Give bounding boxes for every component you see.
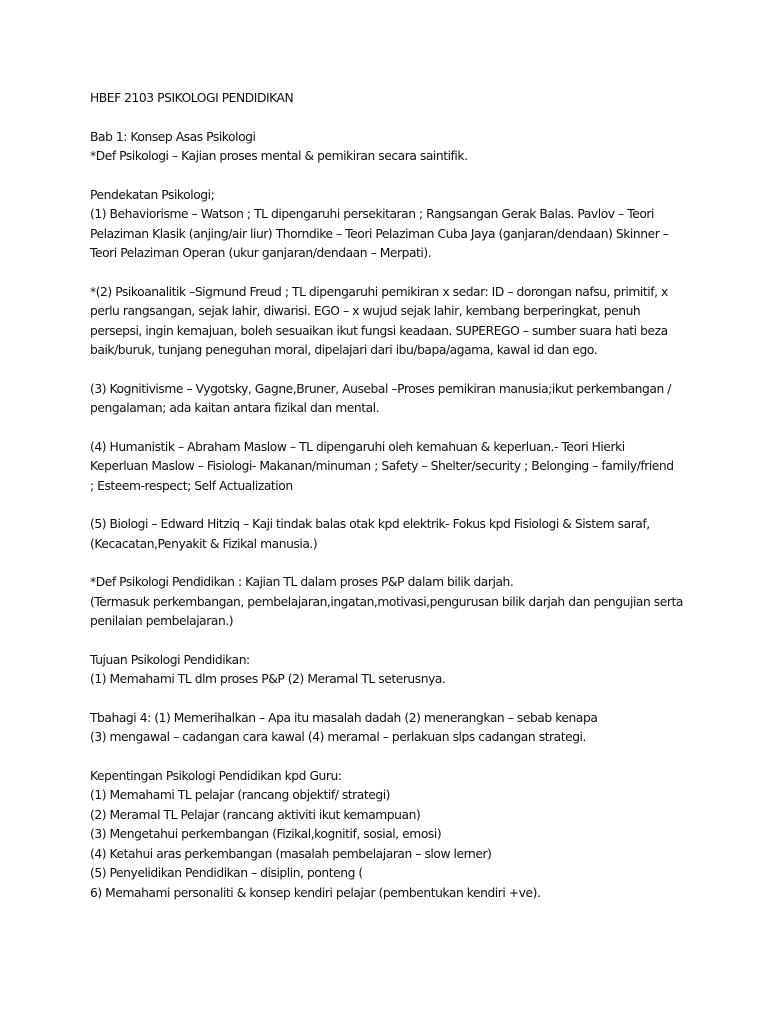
paragraph-gap <box>90 109 750 128</box>
text-line: (2) Meramal TL Pelajar (rancang aktiviti ikut kemampuan) <box>90 807 421 822</box>
paragraph <box>90 573 750 632</box>
text-line: (Termasuk perkembangan, pembelajaran,ingatan,motivasi,pengurusan bilik darjah dan pengujian serta <box>90 594 683 609</box>
text-line: Tujuan Psikologi Pendidikan: <box>90 652 250 667</box>
paragraph <box>90 709 750 748</box>
text-line: (3) Mengetahui perkembangan (Fizikal,kognitif, sosial, emosi) <box>90 827 442 841</box>
text-line: (5) Biologi – Edward Hitziq – Kaji tindak balas otak kpd elektrik- Fokus kpd Fisiologi & Sistem saraf, <box>90 517 650 531</box>
paragraph-gap <box>90 167 750 186</box>
text-line: pengalaman; ada kaitan antara fizikal dan mental. <box>90 401 380 415</box>
paragraph-gap <box>90 264 750 283</box>
text-line: 6) Memahami personaliti & konsep kendiri pelajar (pembentukan kendiri +ve). <box>90 885 541 900</box>
text-line: Pelaziman Klasik (anjing/air liur) Thorndike – Teori Pelaziman Cuba Jaya (ganjaran/dendaan) Skinner – <box>90 226 669 241</box>
text-line: (4) Humanistik – Abraham Maslow – TL dipengaruhi oleh kemahuan & keperluan.- Teori Hierki <box>90 439 625 454</box>
text-line: (3) mengawal – cadangan cara kawal (4) meramal – perlakuan slps cadangan strategi. <box>90 730 586 744</box>
paragraph <box>90 438 750 497</box>
text-line: ; Esteem-respect; Self Actualization <box>90 478 293 493</box>
text-line: Teori Pelaziman Operan (ukur ganjaran/dendaan – Merpati). <box>90 246 432 260</box>
paragraph <box>90 283 750 361</box>
paragraph-gap <box>90 748 750 767</box>
text-line: baik/buruk, tunjang peneguhan moral, dipelajari dari ibu/bapa/agama, kawal id dan ego. <box>90 343 598 357</box>
text-line: *(2) Psikoanalitik –Sigmund Freud ; TL dipengaruhi pemikiran x sedar: ID – dorongan nafsu, primitif, x <box>90 284 668 299</box>
text-line: (Kecacatan,Penyakit & Fizikal manusia.) <box>90 536 318 551</box>
document-page <box>90 89 750 903</box>
text-line: Bab 1: Konsep Asas Psikologi <box>90 129 256 144</box>
text-line: Keperluan Maslow – Fisiologi- Makanan/minuman ; Safety – Shelter/security ; Belonging – family/friend <box>90 459 674 473</box>
text-line: Pendekatan Psikologi; <box>90 187 215 202</box>
text-line: penilaian pembelajaran.) <box>90 614 234 628</box>
text-line: Tbahagi 4: (1) Memerihalkan – Apa itu masalah dadah (2) menerangkan – sebab kenapa <box>90 710 598 725</box>
text-line: perlu rangsangan, sejak lahir, diwarisi. EGO – x wujud sejak lahir, kembang berperingkat, penuh <box>90 304 641 318</box>
paragraph <box>90 515 750 554</box>
paragraph <box>90 380 750 419</box>
text-line: (1) Memahami TL pelajar (rancang objektif/ strategi) <box>90 788 391 802</box>
text-line: *Def Psikologi Pendidikan : Kajian TL dalam proses P&P dalam bilik darjah. <box>90 575 514 589</box>
text-line: Kepentingan Psikologi Pendidikan kpd Guru: <box>90 768 342 783</box>
text-line: (3) Kognitivisme – Vygotsky, Gagne,Bruner, Ausebal –Proses pemikiran manusia;ikut perkembangan / <box>90 381 671 396</box>
paragraph <box>90 767 750 904</box>
paragraph-gap <box>90 690 750 709</box>
document-title: HBEF 2103 PSIKOLOGI PENDIDIKAN <box>90 91 294 105</box>
paragraph-gap <box>90 496 750 515</box>
paragraph-gap <box>90 632 750 651</box>
paragraph <box>90 128 750 167</box>
text-line: (1) Memahami TL dlm proses P&P (2) Meramal TL seterusnya. <box>90 672 446 686</box>
text-line: *Def Psikologi – Kajian proses mental & pemikiran secara saintifik. <box>90 149 468 163</box>
text-line: (5) Penyelidikan Pendidikan – disiplin, ponteng ( <box>90 866 363 880</box>
text-line: (1) Behaviorisme – Watson ; TL dipengaruhi persekitaran ; Rangsangan Gerak Balas. Pavlov – Teori <box>90 207 654 221</box>
paragraph <box>90 651 750 690</box>
text-line: persepsi, ingin kemajuan, boleh sesuaikan ikut fungsi keadaan. SUPEREGO – sumber suara hati beza <box>90 323 668 338</box>
paragraph-gap <box>90 554 750 573</box>
paragraph <box>90 186 750 264</box>
document-body <box>90 109 750 904</box>
paragraph-gap <box>90 419 750 438</box>
text-line: (4) Ketahui aras perkembangan (masalah pembelajaran – slow lerner) <box>90 846 492 861</box>
paragraph-gap <box>90 361 750 380</box>
